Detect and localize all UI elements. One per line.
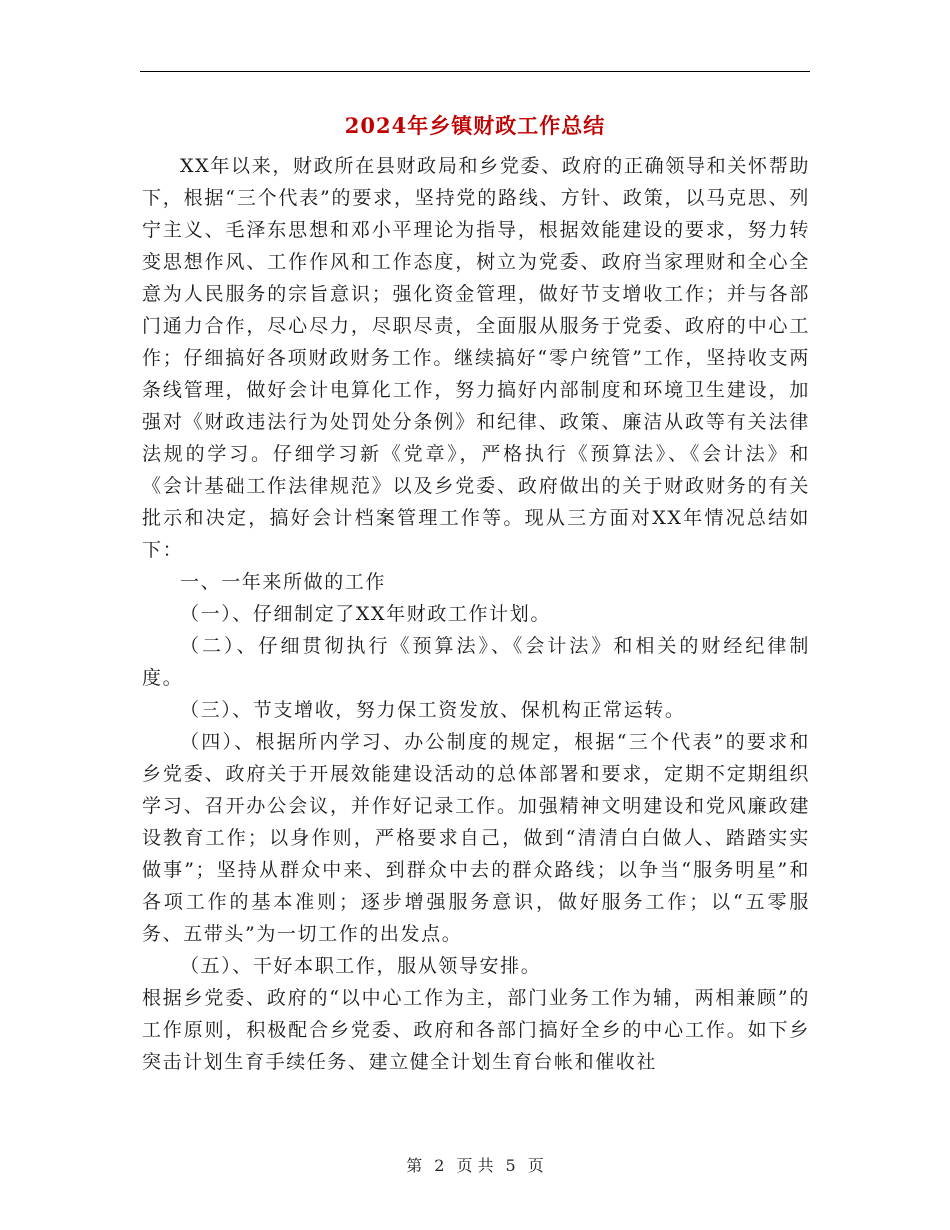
header-rule	[140, 71, 810, 72]
page-footer	[0, 1153, 950, 1176]
document-title: 2024年乡镇财政工作总结	[344, 113, 606, 138]
total-pages-number: 5	[505, 1156, 516, 1175]
paragraph-continuation: 根据乡党委、政府的“以中心工作为主，部门业务工作为辅，两相兼顾”的工作原则，积极配合乡党委、政府和各部门搞好全乡的中心工作。如下乡突击计划生育手续任务、建立健全计划生育台帐和催收社	[142, 987, 810, 1073]
page-label-mid: 页 共	[456, 1156, 494, 1175]
list-item-5: （五）、干好本职工作，服从领导安排。	[180, 955, 542, 977]
paragraph-intro: XX年以来，财政所在县财政局和乡党委、政府的正确领导和关怀帮助下，根据“三个代表”的要求，坚持党的路线、方针、政策，以马克思、列宁主义、毛泽东思想和邓小平理论为指导，根据效能建设的要求，努力转变思想作风、工作作风和工作态度，树立为党委、政府当家理财和全心全意为人民服务的宗旨意识；强化资金管理，做好节支增收工作；并与各部门通力合作，尽心尽力，尽职尽责，全面服从服务于党委、政府的中心工作；仔细搞好各项财政财务工作。继续搞好“零户统管”工作，坚持收支两条线管理，做好会计电算化工作，努力搞好内部制度和环境卫生建设，加强对《财政违法行为处罚处分条例》和纪律、政策、廉洁从政等有关法律法规的学习。仔细学习新《党章》，严格执行《预算法》、《会计法》和《会计基础工作法律规范》以及乡党委、政府做出的关于财政财务的有关批示和决定，搞好会计档案管理工作等。现从三方面对XX年情况总结如下：	[142, 155, 810, 561]
section-heading-1: 一、一年来所做的工作	[180, 571, 387, 593]
list-item-4: （四）、根据所内学习、办公制度的规定，根据“三个代表”的要求和乡党委、政府关于开展效能建设活动的总体部署和要求，定期不定期组织学习、召开办公会议，并作好记录工作。加强精神文明建设和党风廉政建设教育工作；以身作则，严格要求自己，做到“清清白白做人、踏踏实实做事”；坚持从群众中来、到群众中去的群众路线；以争当“服务明星”和各项工作的基本准则；逐步增强服务意识，做好服务工作；以“五零服务、五带头”为一切工作的出发点。	[142, 731, 810, 945]
current-page-number: 2	[434, 1156, 445, 1175]
list-item-3: （三）、节支增收，努力保工资发放、保机构正常运转。	[180, 699, 686, 721]
document-body	[142, 150, 810, 1078]
page-label-prefix: 第	[406, 1156, 423, 1175]
list-item-2: （二）、仔细贯彻执行《预算法》、《会计法》和相关的财经纪律制度。	[142, 635, 810, 689]
page-label-suffix: 页	[527, 1156, 544, 1175]
list-item-1: （一）、仔细制定了XX年财政工作计划。	[180, 603, 551, 625]
